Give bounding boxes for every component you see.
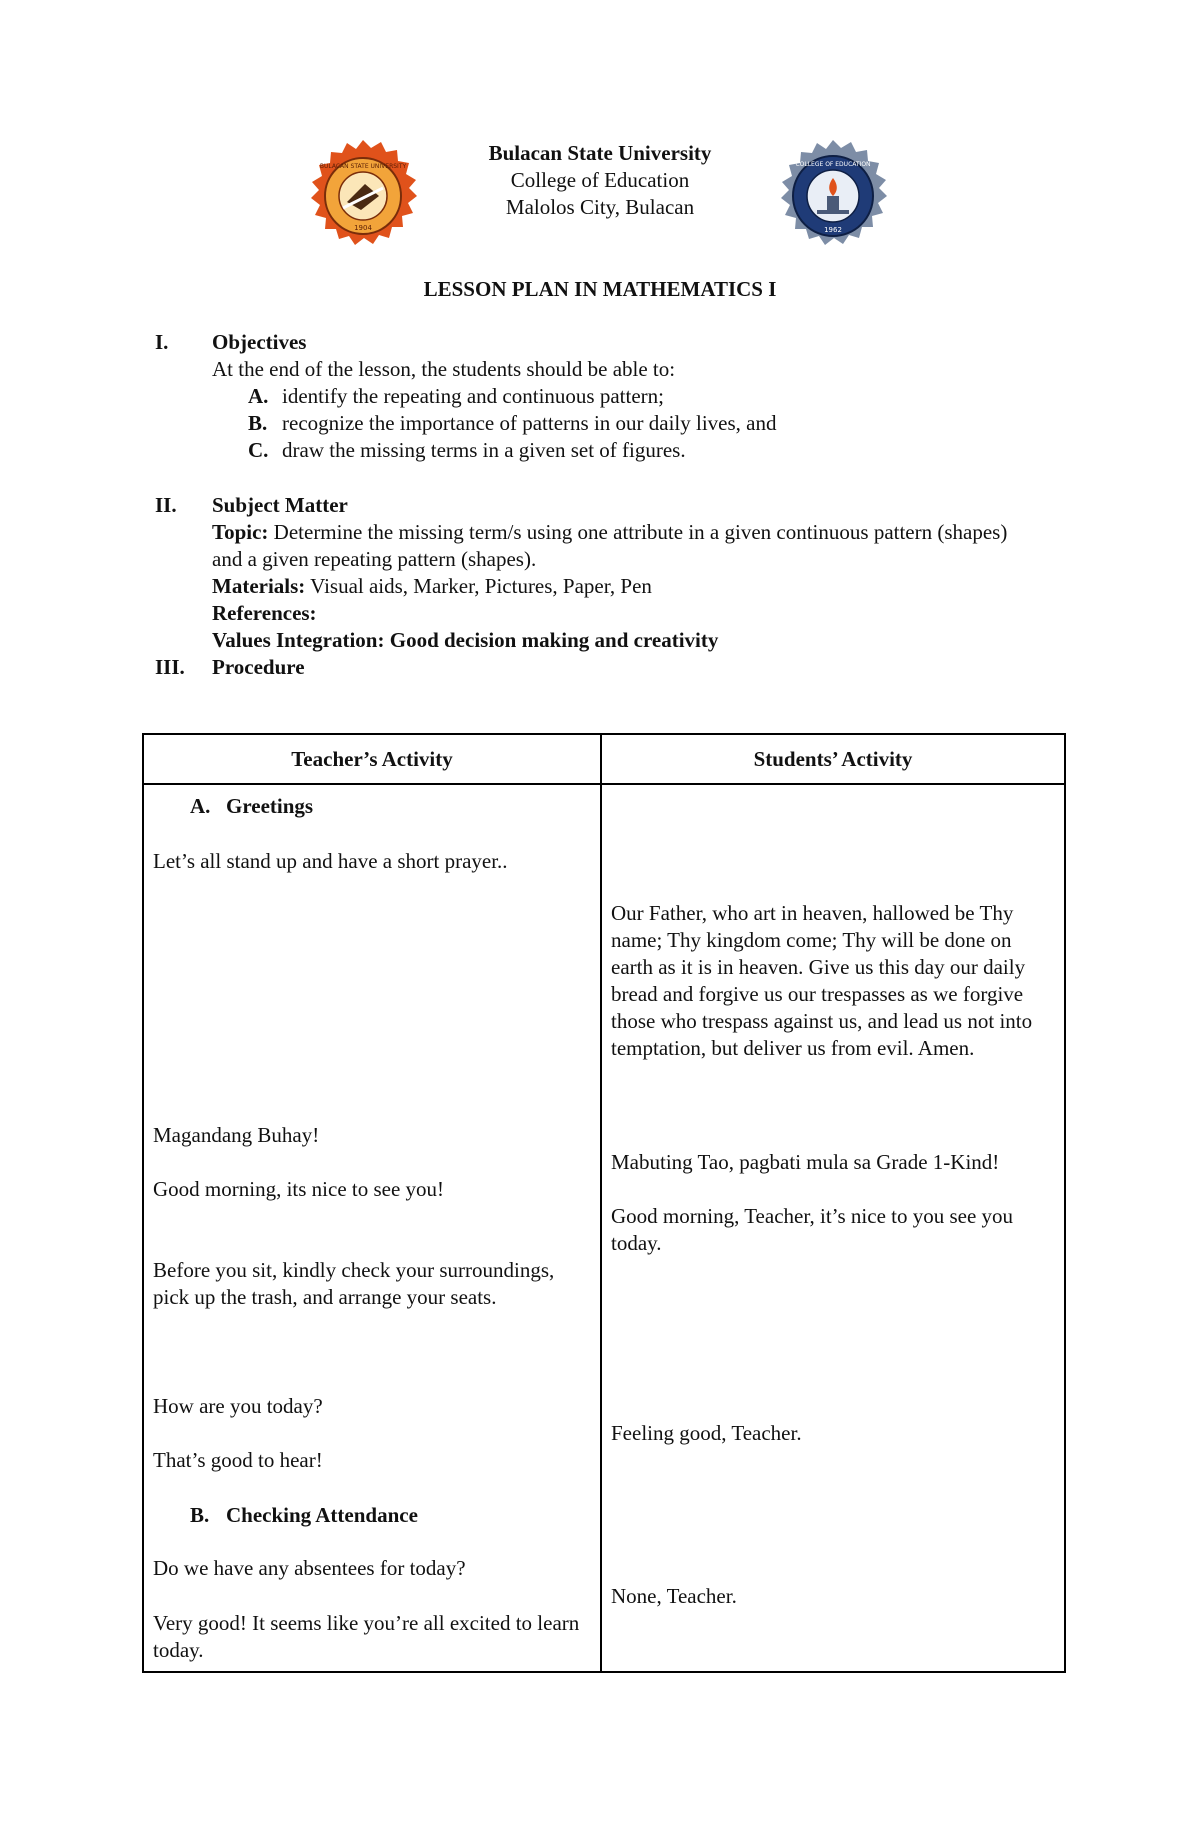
objectives-intro: At the end of the lesson, the students should be able to:: [212, 357, 676, 381]
list-item: [248, 410, 1032, 437]
right-seal-text: COLLEGE OF EDUCATION: [795, 161, 871, 168]
section-number: III.: [155, 655, 185, 679]
students-activity-cell: [601, 784, 1065, 1672]
procedure-heading: Procedure: [212, 655, 305, 679]
objectives-list: [248, 383, 1032, 464]
good-to-hear-text: That’s good to hear!: [153, 1448, 323, 1472]
students-activity-header: Students’ Activity: [601, 734, 1065, 784]
materials-text: Visual aids, Marker, Pictures, Paper, Pen: [305, 574, 652, 598]
subject-matter-heading: Subject Matter: [212, 493, 348, 517]
mabuting-tao-text: Mabuting Tao, pagbati mula sa Grade 1-Kind!: [611, 1150, 1000, 1174]
table-row: [143, 784, 1065, 1672]
list-text: draw the missing terms in a given set of figures.: [282, 438, 686, 462]
topic-label: Topic:: [212, 520, 269, 544]
attendance-text: Checking Attendance: [226, 1503, 418, 1527]
how-are-you-text: How are you today?: [153, 1394, 323, 1418]
list-item: [248, 437, 1032, 464]
college-name: College of Education: [510, 168, 690, 192]
university-name: Bulacan State University: [488, 141, 712, 165]
teacher-activity-header: Teacher’s Activity: [143, 734, 601, 784]
college-location: Malolos City, Bulacan: [505, 195, 695, 219]
list-item: [248, 383, 1032, 410]
topic-line: [212, 519, 1032, 573]
list-text: identify the repeating and continuous pattern;: [282, 384, 664, 408]
materials-line: [212, 573, 1032, 600]
very-good-text: Very good! It seems like you’re all excited to learn today.: [153, 1611, 580, 1662]
none-teacher-text: None, Teacher.: [611, 1584, 737, 1608]
greetings-heading: [190, 793, 630, 820]
document-header: [0, 140, 1200, 221]
values-integration: Values Integration: Good decision making and creativity: [212, 628, 719, 652]
list-letter: C.: [248, 438, 269, 462]
topic-text: Determine the missing term/s using one attribute in a given continuous pattern (shapes) and a given repeating pattern (shapes).: [212, 520, 1008, 571]
greetings-letter: A.: [190, 794, 211, 818]
table-header-row: [143, 734, 1065, 784]
attendance-heading: [190, 1502, 630, 1529]
absentees-question: Do we have any absentees for today?: [153, 1556, 466, 1580]
section-number: I.: [155, 330, 169, 354]
left-seal-text: BULACAN STATE UNIVERSITY: [319, 163, 407, 170]
list-letter: B.: [248, 411, 268, 435]
before-sit-text: Before you sit, kindly check your surroundings, pick up the trash, and arrange your seats.: [153, 1258, 555, 1309]
prayer-text: Let’s all stand up and have a short prayer..: [153, 849, 508, 873]
our-father-prayer: Our Father, who art in heaven, hallowed be Thy name; Thy kingdom come; Thy will be done on earth as it is in heaven. Give us this day our daily bread and forgive us our trespasses as we forgive those who trespass against us, and lead us not into temptation, but deliver us from evil. Amen.: [611, 901, 1033, 1060]
materials-label: Materials:: [212, 574, 306, 598]
good-morning-teacher-text: Good morning, Teacher, it’s nice to you see you today.: [611, 1204, 1014, 1255]
attendance-letter: B.: [190, 1503, 210, 1527]
procedure-table: [142, 733, 1066, 1673]
good-morning-text: Good morning, its nice to see you!: [153, 1177, 445, 1201]
references-label: References:: [212, 601, 317, 625]
left-seal-year: 1904: [354, 224, 372, 232]
right-seal-year: 1962: [824, 226, 842, 234]
greetings-text: Greetings: [226, 794, 314, 818]
page-title: LESSON PLAN IN MATHEMATICS I: [423, 277, 777, 301]
magandang-buhay-text: Magandang Buhay!: [153, 1123, 320, 1147]
list-letter: A.: [248, 384, 269, 408]
objectives-heading: Objectives: [212, 330, 307, 354]
section-number: II.: [155, 493, 177, 517]
list-text: recognize the importance of patterns in our daily lives, and: [282, 411, 777, 435]
feeling-good-text: Feeling good, Teacher.: [611, 1421, 802, 1445]
teacher-activity-cell: [143, 784, 601, 1672]
